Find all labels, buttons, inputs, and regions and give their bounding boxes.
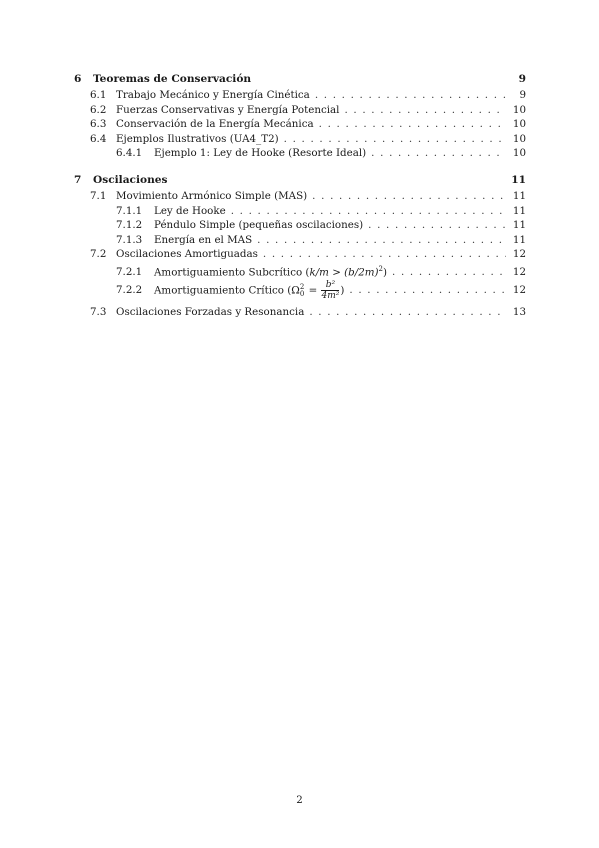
subsection-title [154,280,344,301]
fraction-denominator: 4m² [321,291,340,302]
dot-leader [284,132,506,147]
toc-section-7-3[interactable] [74,305,526,320]
toc-subsection-7-1-1[interactable] [74,204,526,219]
chapter-number: 6 [74,73,82,85]
title-suffix: ) [383,266,388,279]
dot-leader [349,283,506,298]
toc-section-6-4[interactable] [74,132,526,147]
chapter-title: Teoremas de Conservación [93,73,252,85]
chapter-title: Oscilaciones [93,173,168,186]
chapter-page: 9 [518,73,526,85]
toc-section-6-2[interactable] [74,103,526,118]
subsection-number: 7.2.1 [116,266,143,279]
equals-sign: = [305,284,321,297]
section-number: 7.2 [90,248,107,261]
table-of-contents [74,72,526,319]
subsection-page: 11 [512,204,526,217]
dot-leader [368,218,506,233]
section-number: 6.1 [90,89,107,101]
subsection-page: 12 [512,284,526,297]
section-title: Conservación de la Energía Mecánica [116,118,314,131]
section-page: 13 [512,305,526,318]
subsection-page: 11 [512,233,526,246]
section-page: 12 [512,248,526,261]
toc-section-7-1[interactable] [74,189,526,204]
dot-leader [263,247,506,262]
dot-leader [392,265,506,280]
section-number: 7.3 [90,305,107,318]
subsection-number: 7.1.1 [116,204,143,217]
section-page: 10 [512,132,526,145]
section-number: 6.4 [90,132,107,145]
dot-leader [309,305,506,320]
title-prefix: Amortiguamiento Crítico (Ω [154,284,300,297]
dot-leader [344,103,506,118]
section-title: Movimiento Armónico Simple (MAS) [116,189,308,202]
section-number: 6.3 [90,118,107,131]
section-page: 11 [512,189,526,202]
toc-section-6-3[interactable] [74,117,526,132]
toc-subsection-6-4-1[interactable] [74,146,526,161]
section-title: Oscilaciones Amortiguadas [116,248,258,261]
subsection-title: Ley de Hooke [154,204,226,217]
section-title: Oscilaciones Forzadas y Resonancia [116,305,305,318]
section-title: Trabajo Mecánico y Energía Cinética [116,89,310,101]
dot-leader [257,233,506,248]
toc-chapter-7[interactable] [74,173,526,189]
toc-chapter-6[interactable] [74,72,526,88]
subsection-page: 11 [512,219,526,232]
dot-leader [312,189,506,204]
math-inequality: k/m > (b/2m) [309,266,379,279]
toc-subsection-7-1-3[interactable] [74,233,526,248]
section-number: 6.2 [90,103,107,116]
toc-section-7-2[interactable] [74,247,526,262]
chapter-number: 7 [74,173,82,186]
subsection-page: 10 [512,147,526,160]
page-number: 2 [296,794,303,806]
subsection-title: Péndulo Simple (pequeñas oscilaciones) [154,219,364,232]
fraction-numerator: b² [325,280,336,291]
title-prefix: Amortiguamiento Subcrítico ( [154,266,310,279]
subsection-number: 7.1.3 [116,233,143,246]
subsection-title: Energía en el MAS [154,233,253,246]
math-fraction [321,280,339,301]
toc-section-6-1[interactable] [74,88,526,103]
subsection-page: 12 [512,266,526,279]
omega-superscript: 2 [299,282,305,291]
toc-subsection-7-2-2[interactable] [74,277,526,305]
dot-leader [315,88,506,103]
dot-leader [371,146,506,161]
section-page: 10 [512,118,526,131]
dot-leader [319,117,506,132]
section-number: 7.1 [90,189,107,202]
section-page: 10 [512,103,526,116]
subsection-title: Ejemplo 1: Ley de Hooke (Resorte Ideal) [154,147,367,160]
chapter-page: 11 [511,173,526,186]
subsection-number: 7.2.2 [116,284,143,297]
subsection-title [154,262,387,280]
subsection-number: 7.1.2 [116,219,143,232]
omega-subscript: 0 [299,289,305,298]
math-exponent: 2 [378,264,383,273]
section-title: Ejemplos Ilustrativos (UA4_T2) [116,132,279,145]
toc-subsection-7-2-1[interactable] [74,262,526,277]
dot-leader [231,204,506,219]
subsection-number: 6.4.1 [116,147,143,160]
section-title: Fuerzas Conservativas y Energía Potencial [116,103,340,116]
title-suffix: ) [340,284,345,297]
omega-scripts [300,284,304,298]
toc-subsection-7-1-2[interactable] [74,218,526,233]
section-page: 9 [519,89,526,101]
